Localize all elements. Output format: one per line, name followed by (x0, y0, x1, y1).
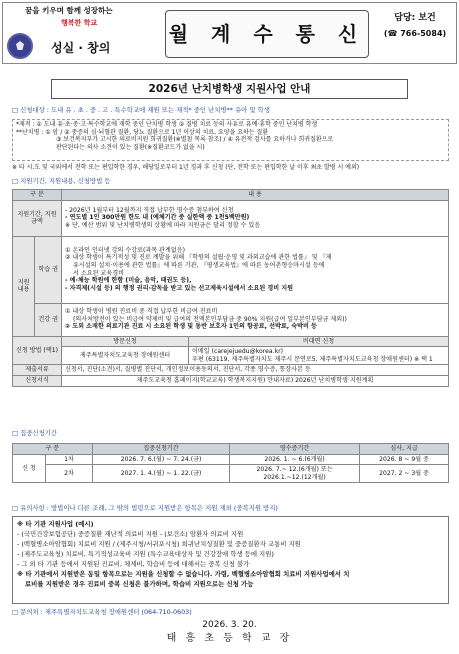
col-header-category: 구 분 (13, 190, 62, 201)
target-line: □ 신청대상 : 도내 유 . 초 . 중 . 고 . 특수학교에 재원 또는 재적* 중인 난치병** 유아 및 학생 (12, 106, 270, 114)
caution-note-5: - 그 외 타 기관 등에서 지원된 진료비, 체제비, 학습비 등에 대해서는 중복 신청 불가 (17, 560, 250, 568)
form-label: 신청서식 (13, 376, 62, 387)
support-section-title: □ 지원기간, 지원내용, 신청방법 등 (12, 177, 111, 185)
schedule-table (12, 443, 449, 483)
school-principal: 태 흥 초 등 학 교 장 (166, 633, 293, 644)
caution-note-4: - (제주도교육청) 치료비, 특기적성교육비 지원 (특수교육대상자 및 건강장애 학생 등에 지원) (17, 550, 274, 558)
schedule-r2-pay: 2027. 2 ~ 3월 중 (360, 465, 449, 483)
target-footnote: ※ 타 시.도 및 국외에서 전학 또는 편입학한 경우, 해당일로부터 1년 경과 후 신청 (단, 전학 또는 편입학한 날 이후 최초 발병 시 예외) (12, 164, 360, 171)
notice-title: 2026년 난치병학생 지원사업 안내 (51, 79, 408, 99)
apply-label: 신청 방법 (택1) (13, 336, 62, 365)
docs-value: 신청서, 진단(소견)서, 질병별 진단서, 개인정보이용동의서, 진단서, 각종 영수증, 통장사본 등 (62, 365, 449, 376)
study-label: 학습 권 (35, 236, 62, 303)
newsletter-title-box (165, 10, 369, 58)
health-label: 건강 권 (35, 303, 62, 336)
caution-note-7: 료비를 지원받은 경우 진료비 중복 신청은 불가하며, 학습비 지원으로는 신청 가능 (25, 580, 254, 588)
schedule-r1-pay: 2026. 8 ~ 9월 중 (360, 454, 449, 465)
caution-note-3: - (백혈병소아암협회) 치료비 지원 / (제주시청/서귀포시청) 희귀난치성질환 및 중증질환자 교통비 지원 (17, 540, 301, 548)
contact-name: 담당: 보건 (394, 13, 436, 23)
period-content: - 2026년 1월부터 12월까지 직접 납부한 영수증 첨부하여 신청 - 연도별 1인 300만원 한도 내 (예체기간 중 실한액 중 1천5백만원) ※ 단, 예산 범위 및 난치병학생의 상황에 따라 지원금은 달리 정할 수 있음 (62, 200, 449, 236)
target-note-1: *재적 : ① 도내 유·초·중·고·특수학교에 재학 중인 난치병 학생 ② 질병 치료 등의 사유로 유예·휴학 중인 난치병 학생 (16, 121, 318, 128)
inquiry-line: □ 문의처 : 제주특별자치도교육청 장애원센터 (064-710-0603) (12, 608, 192, 616)
header (2, 2, 457, 64)
apply-remote-value: 이메일 (carejejuedu@korea.kr) 우편 (63119, 제주특별자치도 제주시 문연로5, 제주특별자치도교육청 장애원센터) ※ 택 1 (189, 347, 449, 365)
schedule-r2-n: 2차 (46, 465, 93, 483)
target-note-2: **난치병 : ① 암 / ② 중증의 심·뇌혈관 질환, 당뇨 질환으로 1년 이상의 치료, 요양을 요하는 질환 (16, 128, 269, 136)
school-emblem-icon (7, 33, 33, 59)
target-note-3: ③ 보건복지부가 고시한 의료비지원 희귀질환(※별첨 목록 참조) / ④ 유전적 검사를 요하거나 희귀질환으로 (56, 136, 334, 143)
support-label: 지원 내용 (13, 236, 35, 336)
schedule-col-pay: 심사, 지급 (360, 444, 449, 455)
schedule-col-apply: 집중신청기간 (92, 444, 229, 455)
schedule-r2-receipt: 2026. 7.~ 12.(6개월) 또는 2026.1.~12.(12개월) (230, 465, 360, 483)
contact-info (375, 13, 455, 39)
schedule-col-category: 구 분 (13, 444, 93, 455)
schedule-r1-receipt: 2026. 1. ~ 6.(6개월) (230, 454, 360, 465)
schedule-title: □ 집중신청기간 (12, 429, 58, 437)
issue-date: 2026. 3. 20. (202, 620, 257, 630)
contact-phone: (☎ 766-5084) (383, 29, 447, 39)
health-content: ① 내상 학생이 병원 진료비 중 직접 납부한 비급여 진료비 (의사처방전이 있는 비급여 약제비 및 급여의 전액본인부담금 중 90% 지원(급여 일부본인부담금 제외)) ② 도외 소재한 의료기관 진료 시 소요된 학생 및 동반 보호자 1인의 항공료, 선박료, 숙박비 등 (62, 303, 449, 336)
apply-remote-header: 비대면 신청 (189, 336, 449, 347)
caution-note-2: - (국민건강보험공단) 중증질환 재난적 의료비 지원 - (보건소) 암환자 의료비 지원 (17, 530, 244, 538)
schedule-row-label: 신 청 (13, 454, 46, 483)
study-content: ① 온라인 인터넷 강의 수강료(과목 관계없음) ② 내상 학생이 특기적성 및 진로 계발을 위해 『학원의 설립·운영 및 과외교습에 관한 법률』 및 『제 유시설의 설치·이용에 관한 법률』에 따른 기관, 『평생교육법』에 따른 농어촌형승마시설 등에 서 소요된 교육경비 - 예·체능 학원에 한함 (미술, 음악, 태권도 등), - 자격제(시설 등) 의 행정 권리·감독을 받고 있는 선고제육시설에서 소요된 경비 지원 (62, 236, 449, 303)
apply-visit-header: 방문신청 (62, 336, 189, 347)
schedule-r1-n: 1차 (46, 454, 93, 465)
schedule-r2-apply: 2027. 1. 4.(월) ~ 1. 22.(금) (92, 465, 229, 483)
slogan-line-2: 행복한 학교 (61, 19, 98, 27)
schedule-r1-apply: 2026. 7. 6.(월) ~ 7. 24.(금) (92, 454, 229, 465)
school-motto: 성실 · 창의 (51, 41, 111, 55)
newsletter-title: 월 계 수 통 신 (168, 22, 366, 46)
caution-note-1: ※ 타 기관 지원사업 (예시) (17, 520, 94, 528)
period-label: 지원기간, 지원금액 (13, 200, 62, 236)
slogan-line-1: 꿈을 키우며 함께 성장하는 (25, 6, 113, 15)
target-note-4: 판단된다는 의사 소견이 있는 질환(※질환코드가 없을 시) (56, 143, 205, 151)
target-notes (12, 119, 449, 161)
form-value: 제주도교육청 홈페이지(학교교육) 학생복지지원) 안내자료) 2026년 난치병학생 지원계획 (62, 376, 449, 387)
col-header-content: 내 용 (62, 190, 449, 201)
caution-note-6: ※ 타 기관에서 지원받은 동일 항목으로는 지원을 신청할 수 없습니다. 가령, 백혈병소아암협회 치료비 지원사업에서 치 (17, 570, 350, 578)
support-table (12, 189, 449, 387)
caution-box (12, 516, 449, 604)
apply-visit-value: 제주특별자치도교육청 장애원센터 (62, 347, 189, 365)
schedule-col-receipt: 영수증기간 (230, 444, 360, 455)
docs-label: 제출서류 (13, 365, 62, 376)
caution-line: □ 유의사항 : 방법이나 다른 조례, 그 밖의 법령으로 지원받은 항목은 지원 제외 (중복지원 방지) (12, 504, 278, 512)
